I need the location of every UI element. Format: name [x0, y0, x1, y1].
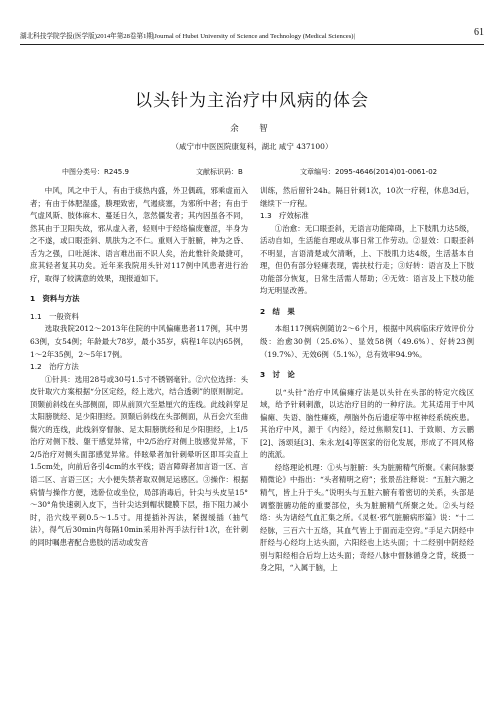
document-code: 文献标识码：B: [196, 168, 243, 176]
continued-paragraph: 训练，然后留针24h。隔日针刺1次，10次一疗程，休息3d后，继续下一疗程。: [260, 186, 474, 208]
journal-header: 湖北科技学院学报(医学版)2014年第28卷第1期|Journal of Hubei University of Science and Technology (Medical Sciences)|: [20, 33, 355, 40]
article-author: 余 智: [230, 124, 274, 134]
article-title: 以头针为主治疗中风病的体会: [135, 91, 369, 111]
intro-paragraph: 中风，风之中于人，有由于痰热内盛，外卫偶疏，邪乘虚而入者；有由于体肥湿盛，腠理致密，气遏痰塞，为邪所中者；有由于气虚风斯、肢体麻木、蔓延日久，忽然僵发者；其内因虽各不同，然其由于卫阳失故，邪从虚入者，轻则中于经络偏废蹇涩，半身为之不遂，或口眼歪斜、肌肤为之不仁。重则入于脏腑，神为之昏、舌为之强，口吐涎沫、语言难出而不识人矣，治此惟针灸最捷可，庶其轻者复其功矣。近年来我院用头针对117例中风患者进行治疗，取得了较满意的效果，现报道如下。: [30, 186, 248, 283]
clc-number: 中图分类号：R245.9: [62, 168, 129, 176]
subsection-heading-1-1: 1.1 一般资料: [30, 311, 79, 321]
results-paragraph: 本组117例病例随访2～6个月，根据中风病临床疗效评价分级：治愈30例（25.6%）、显效58例（49.6%）、好转23例（19.7%）、无效6例（5.1%），总有效率94.9%。: [260, 324, 474, 359]
section-heading-2: 2 结 果: [260, 306, 295, 316]
subsection-heading-1-3: 1.3 疗效标准: [260, 211, 309, 221]
left-column: [30, 185, 248, 549]
author-affiliation: （咸宁市中医医院康复科，湖北 咸宁 437100）: [171, 142, 333, 151]
article-id: 文章编号：2095-4646(2014)01-0061-02: [300, 168, 438, 176]
page-number: 61: [474, 27, 484, 38]
criteria-paragraph: ①治愈：无口眼歪斜，无语言功能障碍，上下肢肌力达5级，活动自如，生活能自理或从事日常工作劳动。②显效：口眼歪斜不明显，言语清楚或欠清晰，上、下肢肌力达4级，生活基本自理，但仍有部分轻瘫表现，需扶杖行走；③好转：语言及上下肢功能部分恢复，日常生活需人帮助；④无效：语言及上下肢功能均无明显改善。: [260, 223, 474, 296]
header-rule: [20, 44, 484, 45]
subsection-heading-1-2: 1.2 治疗方法: [30, 362, 79, 372]
discussion-paragraph-1: 以“头针”治疗中风偏瘫疗法是以头针在头部的特定穴线区域，给予针刺刺激，以达治疗目的的一种疗法。尤其适用于中风偏瘫、失语、脑性瘫痪，颅脑外伤后遗症等中枢神经系统疾患。其治疗中风，源于《内经》，经过焦顺发[1]、于致顺、方云鹏[2]、汤颂延[3]、朱永龙[4]等医家的衍化发展，形成了不同风格的流派。: [260, 387, 474, 460]
general-data-paragraph: 选取我院2012～2013年住院的中风偏瘫患者117例，其中男63例，女54例；年龄最大78岁，最小35岁，病程1年以内65例，1～2年35例，2～5年17例。: [30, 324, 248, 359]
running-header: [20, 27, 484, 44]
right-column: [260, 185, 474, 575]
section-heading-1: 1 资料与方法: [30, 294, 80, 304]
discussion-paragraph-2: 经络理论机理：①头与脏腑：头为脏腑精气所聚。《素问脉要精微论》中指出：“头者精明之府”；张景岳注释说：“五脏六腑之精气，皆上升于头。”说明头与五脏六腑有着密切的关系，头部是调整脏腑功能的重要部位，头为脏腑精气所聚之处。②头与经络：头为诸经气血汇集之所。《灵枢·邪气脏腑病形篇》说：“十二经脉，三百六十五络，其血气皆上于面而走空窍。”手足六阴经中肝经与心经均上达头面，六阳经也上达头面；十二经别中阴经经别与阳经相合后均上达头面；奇经八脉中督脉循身之背，统摄一身之阳，“入属于脑，上: [260, 462, 474, 573]
section-heading-3: 3 讨 论: [260, 370, 295, 380]
treatment-method-paragraph: ①针具：选用28号或30号1.5寸不锈钢毫针。②穴位选择：头皮针取穴方案根据“分区定经，经上选穴，结合透刺”的原则制定。顶颞前斜线在头部侧面，即从前顶穴至悬厘穴的连线。此线斜穿足太阳膀胱经、足少阳胆经。顶颞后斜线在头部侧面，从百会穴至曲鬓穴的连线，此线斜穿督脉、足太阳膀胱经和足少阳胆经，上1/5治疗对侧下肢、躯干感觉异常，中2/5治疗对侧上肢感觉异常，下2/5治疗对侧头面部感觉异常。伴眩晕者加针刺晕听区即耳尖直上1.5cm处，向前后各引4cm的水平线；语言障碍者加言语一区、言语二区、言语三区；大小便失禁者取双侧足运感区。③操作：根据病情与操作方便，选卧位或坐位，局部消毒后，针尖与头皮呈15°～30°角快速刺入皮下，当针尖达到帽状腱膜下层，指下阻力减小时，沿穴线平刺0.5～1.5寸。用提插补泻法，紧握缓插（抽气法），得气后30min内每隔10min采用补泻手法行针1次，在针刺的同时嘱患者配合患肢的活动或发音: [30, 374, 248, 547]
